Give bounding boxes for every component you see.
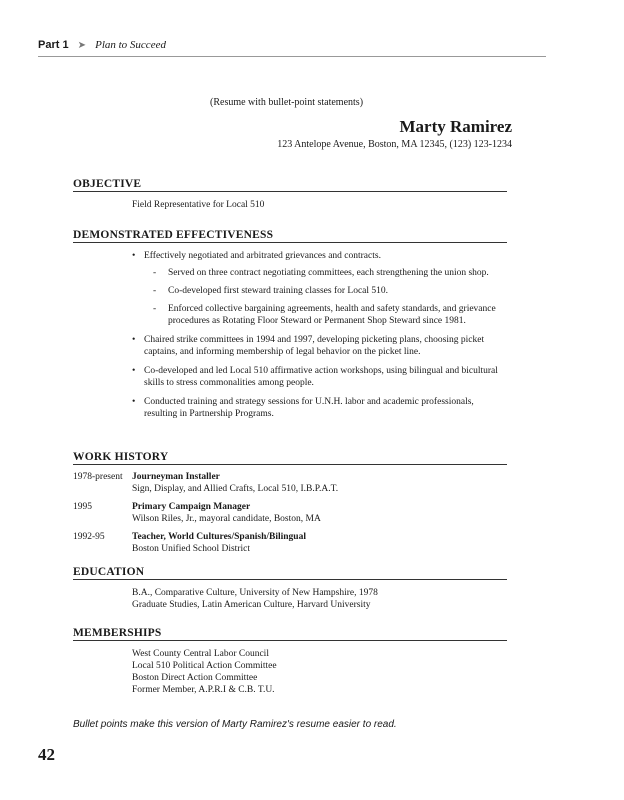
section-work-history bbox=[73, 451, 507, 560]
page-number: 42 bbox=[38, 745, 55, 764]
sub-list-item: - Co-developed first steward training classes for Local 510. bbox=[144, 285, 507, 297]
list-item: • Chaired strike committees in 1994 and 1997, developing picketing plans, choosing picket captains, and informing membership of legal behavior on the picket line. bbox=[132, 334, 507, 358]
job-dates: 1995 bbox=[73, 502, 92, 512]
section-objective bbox=[73, 178, 507, 211]
job-detail: Wilson Riles, Jr., mayoral candidate, Boston, MA bbox=[132, 514, 321, 524]
membership-line: West County Central Labor Council bbox=[132, 649, 269, 659]
effectiveness-list bbox=[73, 250, 507, 420]
sub-list-item: - Served on three contract negotiating committees, each strengthening the union shop. bbox=[144, 267, 507, 279]
part-label: Part 1 bbox=[38, 39, 69, 51]
resume-name: Marty Ramirez bbox=[399, 117, 512, 136]
section-memberships bbox=[73, 627, 507, 696]
resume-contact: 123 Antelope Avenue, Boston, MA 12345, (123) 123-1234 bbox=[277, 139, 512, 150]
bullet-text: Effectively negotiated and arbitrated grievances and contracts. bbox=[144, 251, 381, 261]
job-title: Journeyman Installer bbox=[132, 472, 220, 482]
sub-list-item: - Enforced collective bargaining agreements, health and safety standards, and grievance procedures as Rotating Floor Steward or Permanent Shop Steward since 1981. bbox=[144, 303, 507, 327]
section-heading: EDUCATION bbox=[73, 566, 507, 580]
arrow-right-icon: ➤ bbox=[77, 40, 87, 51]
list-item: • Co-developed and led Local 510 affirmative action workshops, using bilingual and bicultural skills to stress commonalities among people. bbox=[132, 365, 507, 389]
chapter-title: Plan to Succeed bbox=[95, 39, 166, 51]
education-line: B.A., Comparative Culture, University of New Hampshire, 1978 bbox=[132, 588, 378, 598]
sub-list bbox=[144, 267, 507, 327]
job-title: Primary Campaign Manager bbox=[132, 502, 251, 512]
job-dates: 1978-present bbox=[73, 472, 123, 482]
section-heading: WORK HISTORY bbox=[73, 451, 507, 465]
section-heading: MEMBERSHIPS bbox=[73, 627, 507, 641]
membership-line: Local 510 Political Action Committee bbox=[132, 661, 277, 671]
job-detail: Boston Unified School District bbox=[132, 544, 250, 554]
resume-subtitle: (Resume with bullet-point statements) bbox=[210, 97, 364, 108]
running-head bbox=[38, 39, 166, 51]
list-item: • Conducted training and strategy sessions for U.N.H. labor and academic professionals, resulting in Partnership Programs. bbox=[132, 396, 507, 420]
job-detail: Sign, Display, and Allied Crafts, Local 510, I.B.P.A.T. bbox=[132, 484, 339, 494]
header-divider bbox=[38, 56, 546, 57]
section-effectiveness bbox=[73, 229, 507, 427]
objective-text: Field Representative for Local 510 bbox=[132, 200, 265, 210]
job-entry bbox=[73, 531, 507, 555]
section-education bbox=[73, 566, 507, 611]
job-dates: 1992-95 bbox=[73, 532, 105, 542]
figure-caption: Bullet points make this version of Marty Ramirez's resume easier to read. bbox=[73, 719, 397, 730]
job-entry bbox=[73, 471, 507, 495]
list-item bbox=[132, 250, 507, 327]
education-line: Graduate Studies, Latin American Culture, Harvard University bbox=[132, 600, 371, 610]
membership-line: Boston Direct Action Committee bbox=[132, 673, 258, 683]
job-title: Teacher, World Cultures/Spanish/Bilingual bbox=[132, 532, 306, 542]
job-entry bbox=[73, 501, 507, 525]
section-heading: DEMONSTRATED EFFECTIVENESS bbox=[73, 229, 507, 243]
section-heading: OBJECTIVE bbox=[73, 178, 507, 192]
membership-line: Former Member, A.P.R.I & C.B. T.U. bbox=[132, 685, 275, 695]
